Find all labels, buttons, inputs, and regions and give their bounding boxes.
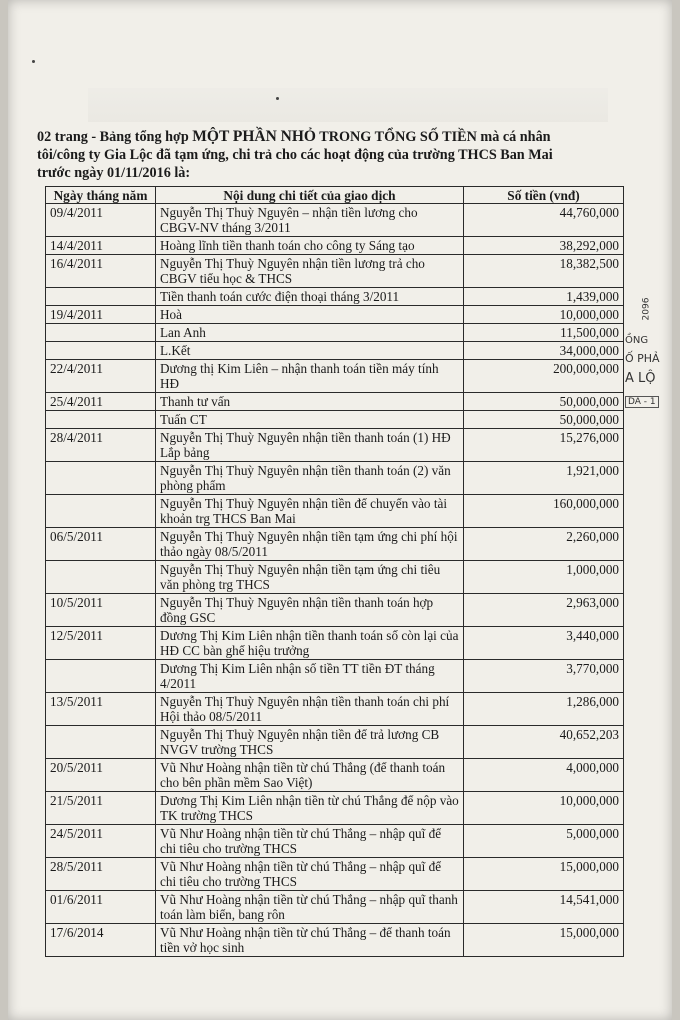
table-row bbox=[46, 792, 624, 825]
row-amount: 3,440,000 bbox=[464, 627, 624, 660]
row-description: Nguyễn Thị Thuỳ Nguyên nhận tiền tạm ứng chi phí hội thảo ngày 08/5/2011 bbox=[156, 528, 464, 561]
row-date bbox=[46, 660, 156, 693]
table-row bbox=[46, 462, 624, 495]
row-amount: 15,276,000 bbox=[464, 429, 624, 462]
table-row bbox=[46, 324, 624, 342]
row-date bbox=[46, 342, 156, 360]
row-description: Hoà bbox=[156, 306, 464, 324]
header-date: Ngày tháng năm bbox=[46, 187, 156, 204]
table-row bbox=[46, 393, 624, 411]
row-amount: 200,000,000 bbox=[464, 360, 624, 393]
row-description: Nguyễn Thị Thuỳ Nguyên nhận tiền thanh toán (2) văn phòng phẩm bbox=[156, 462, 464, 495]
document-heading bbox=[37, 128, 637, 182]
row-amount: 1,286,000 bbox=[464, 693, 624, 726]
row-description: Nguyễn Thị Thuỳ Nguyên nhận tiền để trả lương CB NVGV trường THCS bbox=[156, 726, 464, 759]
row-date: 16/4/2011 bbox=[46, 255, 156, 288]
row-description: Nguyễn Thị Thuỳ Nguyên nhận tiền tạm ứng chi tiêu văn phòng trg THCS bbox=[156, 561, 464, 594]
row-date bbox=[46, 324, 156, 342]
row-amount: 50,000,000 bbox=[464, 411, 624, 429]
row-description: Nguyễn Thị Thuỳ Nguyên nhận tiền để chuyển vào tài khoản trg THCS Ban Mai bbox=[156, 495, 464, 528]
speck bbox=[32, 60, 35, 63]
row-date bbox=[46, 288, 156, 306]
table-row bbox=[46, 255, 624, 288]
table-row bbox=[46, 759, 624, 792]
row-description: Nguyễn Thị Thuỳ Nguyên nhận tiền thanh toán hợp đồng GSC bbox=[156, 594, 464, 627]
row-date: 24/5/2011 bbox=[46, 825, 156, 858]
row-amount: 15,000,000 bbox=[464, 858, 624, 891]
row-date bbox=[46, 462, 156, 495]
table-row bbox=[46, 561, 624, 594]
bleed-through-shadow bbox=[88, 88, 608, 122]
row-description: Tiền thanh toán cước điện thoại tháng 3/2011 bbox=[156, 288, 464, 306]
row-description: Nguyễn Thị Thuỳ Nguyên nhận tiền thanh toán (1) HĐ Lắp bảng bbox=[156, 429, 464, 462]
row-description: Vũ Như Hoàng nhận tiền từ chú Thắng (để thanh toán cho bên phần mềm Sao Việt) bbox=[156, 759, 464, 792]
table-row bbox=[46, 924, 624, 957]
row-amount: 44,760,000 bbox=[464, 204, 624, 237]
row-amount: 10,000,000 bbox=[464, 306, 624, 324]
row-amount: 15,000,000 bbox=[464, 924, 624, 957]
table-row bbox=[46, 627, 624, 660]
row-description: Vũ Như Hoàng nhận tiền từ chú Thắng – để thanh toán tiền vở học sinh bbox=[156, 924, 464, 957]
row-amount: 18,382,500 bbox=[464, 255, 624, 288]
row-amount: 2,963,000 bbox=[464, 594, 624, 627]
table-row bbox=[46, 825, 624, 858]
row-amount: 40,652,203 bbox=[464, 726, 624, 759]
row-description: Dương Thị Kim Liên nhận số tiền TT tiền ĐT tháng 4/2011 bbox=[156, 660, 464, 693]
row-description: L.Kết bbox=[156, 342, 464, 360]
row-amount: 1,439,000 bbox=[464, 288, 624, 306]
table-row bbox=[46, 237, 624, 255]
row-date: 12/5/2011 bbox=[46, 627, 156, 660]
row-description: Nguyễn Thị Thuỳ Nguyên – nhận tiền lương cho CBGV-NV tháng 3/2011 bbox=[156, 204, 464, 237]
table-row bbox=[46, 411, 624, 429]
margin-note: A LỘ bbox=[625, 371, 656, 386]
table-row bbox=[46, 726, 624, 759]
row-amount: 5,000,000 bbox=[464, 825, 624, 858]
row-description: Tuấn CT bbox=[156, 411, 464, 429]
row-date bbox=[46, 726, 156, 759]
table-row bbox=[46, 858, 624, 891]
row-date: 21/5/2011 bbox=[46, 792, 156, 825]
row-amount: 50,000,000 bbox=[464, 393, 624, 411]
document-page bbox=[8, 0, 672, 1020]
row-description: Lan Anh bbox=[156, 324, 464, 342]
row-description: Thanh tư vấn bbox=[156, 393, 464, 411]
row-amount: 1,921,000 bbox=[464, 462, 624, 495]
row-date: 22/4/2011 bbox=[46, 360, 156, 393]
row-date: 25/4/2011 bbox=[46, 393, 156, 411]
row-description: Dương Thị Kim Liên nhận tiền từ chú Thắng để nộp vào TK trường THCS bbox=[156, 792, 464, 825]
table-row bbox=[46, 891, 624, 924]
table-row bbox=[46, 660, 624, 693]
row-description: Vũ Như Hoàng nhận tiền từ chú Thắng – nhập quĩ thanh toán làm biển, bang rôn bbox=[156, 891, 464, 924]
row-amount: 11,500,000 bbox=[464, 324, 624, 342]
row-date: 13/5/2011 bbox=[46, 693, 156, 726]
heading-line-1: 02 trang - Bảng tổng hợp MỘT PHẦN NHỎ TRONG TỔNG SỐ TIỀN mà cá nhân bbox=[37, 128, 551, 145]
table-row bbox=[46, 693, 624, 726]
row-date bbox=[46, 561, 156, 594]
table-body bbox=[46, 204, 624, 957]
row-description: Dương Thị Kim Liên nhận tiền thanh toán số còn lại của HĐ CC bàn ghế hiệu trưởng bbox=[156, 627, 464, 660]
row-description: Dương thị Kim Liên – nhận thanh toán tiền máy tính HĐ bbox=[156, 360, 464, 393]
row-date: 28/4/2011 bbox=[46, 429, 156, 462]
table-row bbox=[46, 306, 624, 324]
table-row bbox=[46, 429, 624, 462]
heading-line-2: tôi/công ty Gia Lộc đã tạm ứng, chi trả cho các hoạt động của trường THCS Ban Mai bbox=[37, 147, 553, 163]
row-description: Hoàng lĩnh tiền thanh toán cho công ty Sáng tạo bbox=[156, 237, 464, 255]
row-amount: 14,541,000 bbox=[464, 891, 624, 924]
margin-note: ỒNG bbox=[625, 335, 649, 346]
transactions-table bbox=[45, 186, 624, 957]
table-row bbox=[46, 528, 624, 561]
row-description: Vũ Như Hoàng nhận tiền từ chú Thắng – nhập quĩ để chi tiêu cho trường THCS bbox=[156, 858, 464, 891]
table-row bbox=[46, 342, 624, 360]
row-date: 17/6/2014 bbox=[46, 924, 156, 957]
margin-note: DA - 1 bbox=[625, 396, 659, 408]
heading-emphasis: MỘT PHẦN NHỎ bbox=[192, 128, 316, 145]
row-description: Nguyễn Thị Thuỳ Nguyên nhận tiền lương trả cho CBGV tiểu học & THCS bbox=[156, 255, 464, 288]
margin-stamp-fragments bbox=[625, 296, 669, 408]
row-amount: 38,292,000 bbox=[464, 237, 624, 255]
row-date bbox=[46, 411, 156, 429]
header-amount: Số tiền (vnđ) bbox=[464, 187, 624, 204]
table-header-row bbox=[46, 187, 624, 204]
row-amount: 1,000,000 bbox=[464, 561, 624, 594]
table-row bbox=[46, 594, 624, 627]
margin-note: Ố PHẢ bbox=[625, 352, 660, 365]
speck bbox=[276, 97, 279, 100]
row-date: 01/6/2011 bbox=[46, 891, 156, 924]
row-amount: 3,770,000 bbox=[464, 660, 624, 693]
row-date: 06/5/2011 bbox=[46, 528, 156, 561]
margin-note: 2096 bbox=[641, 297, 652, 321]
row-date: 19/4/2011 bbox=[46, 306, 156, 324]
row-amount: 2,260,000 bbox=[464, 528, 624, 561]
row-amount: 10,000,000 bbox=[464, 792, 624, 825]
row-date: 09/4/2011 bbox=[46, 204, 156, 237]
row-description: Nguyễn Thị Thuỳ Nguyên nhận tiền thanh toán chi phí Hội thảo 08/5/2011 bbox=[156, 693, 464, 726]
row-amount: 34,000,000 bbox=[464, 342, 624, 360]
table-row bbox=[46, 495, 624, 528]
row-date: 10/5/2011 bbox=[46, 594, 156, 627]
row-amount: 4,000,000 bbox=[464, 759, 624, 792]
row-date: 14/4/2011 bbox=[46, 237, 156, 255]
table-row bbox=[46, 288, 624, 306]
heading-line-3: trước ngày 01/11/2016 là: bbox=[37, 165, 191, 181]
row-date: 28/5/2011 bbox=[46, 858, 156, 891]
row-date: 20/5/2011 bbox=[46, 759, 156, 792]
table-row bbox=[46, 204, 624, 237]
row-date bbox=[46, 495, 156, 528]
table-row bbox=[46, 360, 624, 393]
header-description: Nội dung chi tiết của giao dịch bbox=[156, 187, 464, 204]
row-description: Vũ Như Hoàng nhận tiền từ chú Thắng – nhập quĩ để chi tiêu cho trường THCS bbox=[156, 825, 464, 858]
row-amount: 160,000,000 bbox=[464, 495, 624, 528]
